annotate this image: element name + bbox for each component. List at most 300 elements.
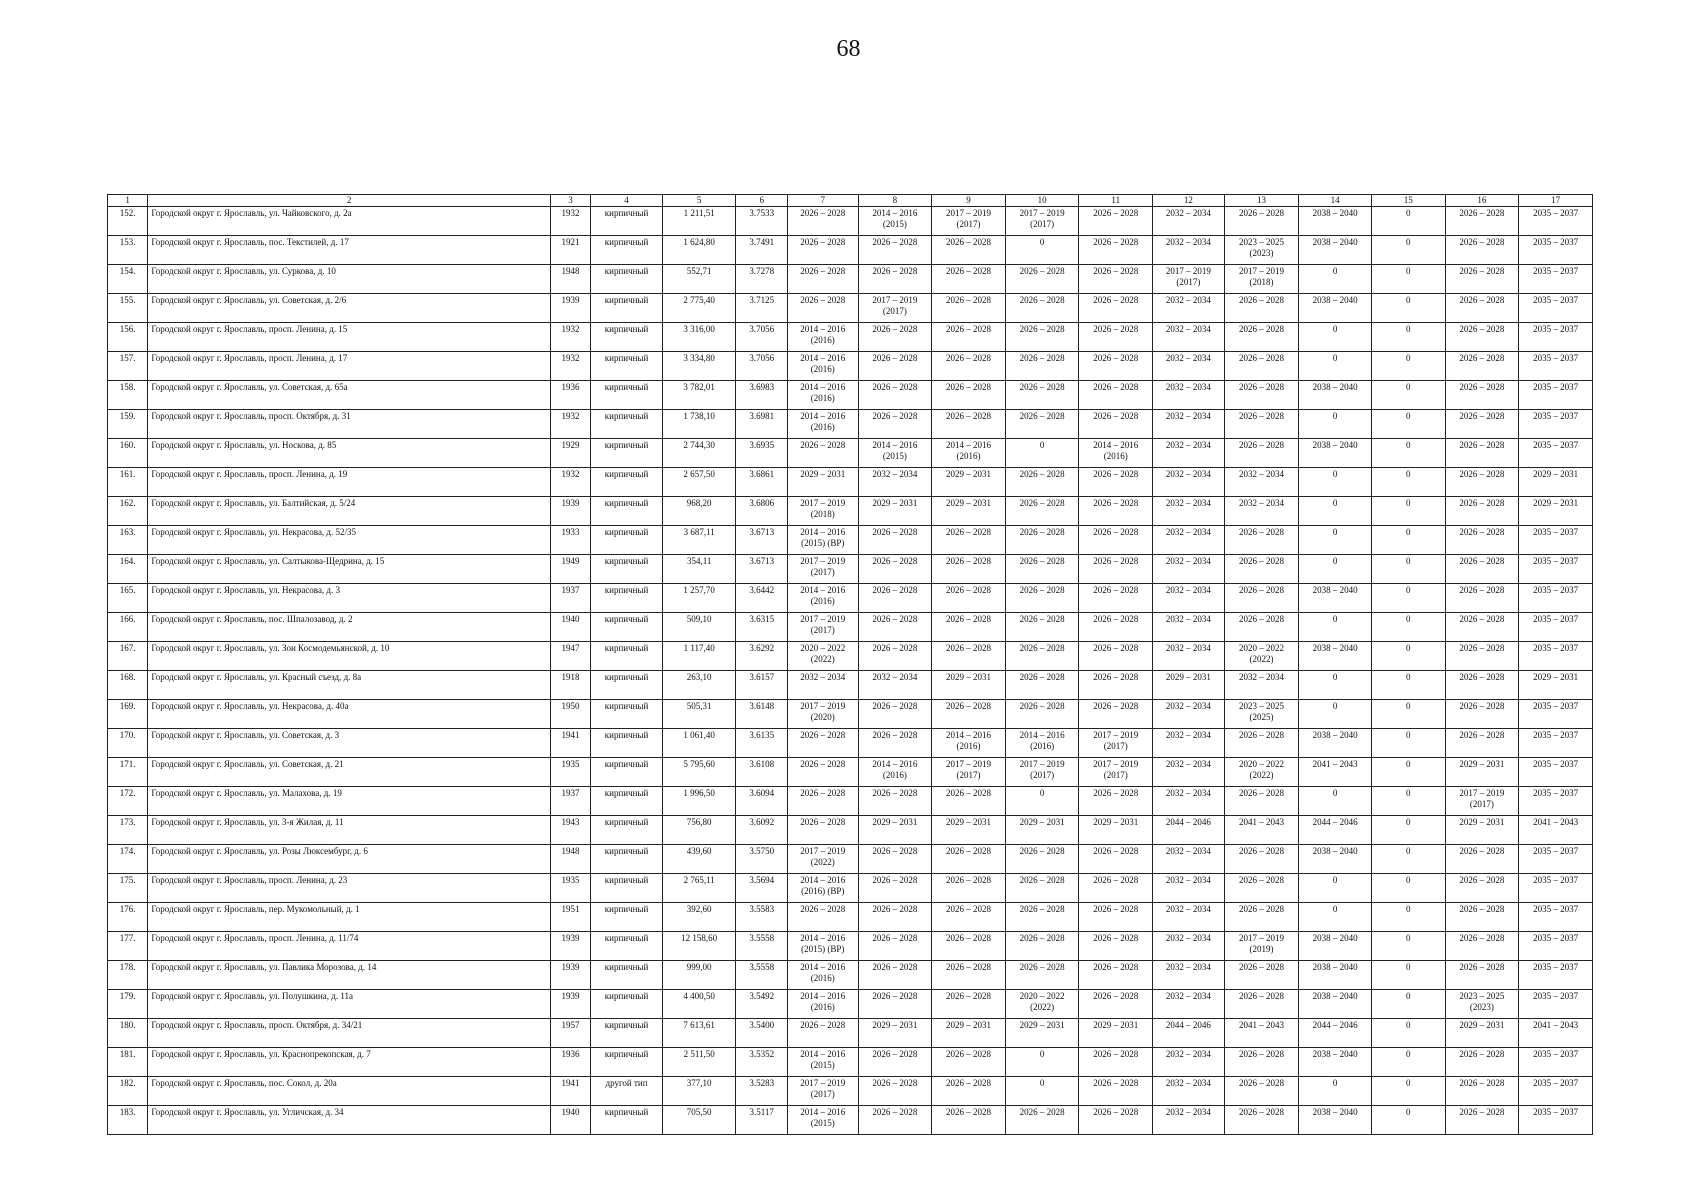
cell-text: 552,71 <box>686 266 712 276</box>
cell-text: 2026 – 2028 <box>800 730 846 740</box>
table-cell <box>1371 729 1445 758</box>
cell-text: кирпичный <box>604 266 649 276</box>
table-cell <box>858 961 932 990</box>
table-cell <box>736 1106 787 1135</box>
address-cell <box>148 497 551 526</box>
cell-text: 1 061,40 <box>683 730 715 740</box>
table-cell <box>1299 207 1372 236</box>
cell-text: 0 <box>1406 933 1411 943</box>
cell-text: 2035 – 2037 <box>1533 295 1579 305</box>
cell-text: Городской округ г. Ярославль, ул. Советская, д. 65а <box>151 382 348 392</box>
table-cell <box>1005 555 1079 584</box>
table-cell <box>662 700 736 729</box>
cell-text: 3.7056 <box>749 324 775 334</box>
table-cell <box>1005 1077 1079 1106</box>
cell-text: 2017 – 2019 <box>945 208 991 218</box>
table-cell <box>1519 1048 1593 1077</box>
cell-text: 1 257,70 <box>683 585 715 595</box>
cell-text: Городской округ г. Ярославль, просп. Октября, д. 31 <box>151 411 351 421</box>
cell-text: 1929 <box>561 440 580 450</box>
row-number-cell <box>108 1106 148 1135</box>
table-cell <box>1445 439 1519 468</box>
cell-text: 3.7278 <box>749 266 775 276</box>
table-cell <box>1519 1019 1593 1048</box>
cell-text: 2032 – 2034 <box>1165 527 1211 537</box>
table-cell <box>1519 584 1593 613</box>
cell-text: 2026 – 2028 <box>872 991 918 1001</box>
cell-text: 2026 – 2028 <box>872 266 918 276</box>
cell-text: кирпичный <box>604 1049 649 1059</box>
cell-text: 2026 – 2028 <box>1239 382 1285 392</box>
table-cell <box>1005 207 1079 236</box>
table-cell <box>1299 816 1372 845</box>
cell-text: 2026 – 2028 <box>1019 469 1065 479</box>
table-cell <box>787 613 858 642</box>
address-cell <box>148 845 551 874</box>
cell-text: Городской округ г. Ярославль, пос. Сокол, д. 20а <box>151 1078 337 1088</box>
cell-text: 2026 – 2028 <box>1093 1078 1139 1088</box>
cell-text: 2026 – 2028 <box>872 556 918 566</box>
table-cell <box>550 1048 590 1077</box>
table-cell <box>736 555 787 584</box>
row-number-cell <box>108 526 148 555</box>
cell-text: 1939 <box>561 498 580 508</box>
cell-text: кирпичный <box>604 440 649 450</box>
cell-text: 0 <box>1406 237 1411 247</box>
table-cell <box>1299 584 1372 613</box>
table-row <box>108 903 1593 932</box>
table-cell <box>787 932 858 961</box>
cell-text: 2029 – 2031 <box>872 1020 918 1030</box>
cell-text: 164. <box>119 556 136 566</box>
cell-text: 2026 – 2028 <box>1019 672 1065 682</box>
column-header-4: 4 <box>591 195 663 207</box>
table-row <box>108 294 1593 323</box>
cell-text: 3.5400 <box>749 1020 775 1030</box>
table-cell <box>1371 1106 1445 1135</box>
row-number-cell <box>108 352 148 381</box>
table-cell <box>932 1106 1006 1135</box>
cell-text: 3.5558 <box>749 962 775 972</box>
table-row <box>108 352 1593 381</box>
cell-text: 2014 – 2016 <box>872 208 918 218</box>
table-row <box>108 410 1593 439</box>
cell-text: 1936 <box>561 1049 580 1059</box>
cell-text: 0 <box>1406 585 1411 595</box>
cell-text: 2038 – 2040 <box>1312 962 1358 972</box>
row-number-cell <box>108 468 148 497</box>
table-row <box>108 468 1593 497</box>
cell-text: 3.6861 <box>749 469 775 479</box>
table-cell <box>736 294 787 323</box>
row-number-cell <box>108 439 148 468</box>
cell-text: 2026 – 2028 <box>1459 904 1505 914</box>
cell-text: 2032 – 2034 <box>1165 1107 1211 1117</box>
table-cell <box>1299 381 1372 410</box>
table-cell <box>736 613 787 642</box>
table-cell <box>1224 1077 1299 1106</box>
table-cell <box>550 468 590 497</box>
cell-text: 1 996,50 <box>683 788 715 798</box>
cell-text: 2017 – 2019 <box>1165 266 1211 276</box>
cell-text: 1 211,51 <box>683 208 715 218</box>
address-cell <box>148 526 551 555</box>
cell-text: (2018) <box>1249 277 1274 287</box>
cell-text: 2035 – 2037 <box>1533 875 1579 885</box>
cell-text: 505,31 <box>686 701 712 711</box>
table-cell <box>1005 874 1079 903</box>
cell-text: 1932 <box>561 411 580 421</box>
cell-text: 0 <box>1332 788 1338 798</box>
cell-text: 0 <box>1039 1049 1045 1059</box>
column-header-17: 17 <box>1519 195 1593 207</box>
row-number-cell <box>108 381 148 410</box>
table-cell <box>1519 787 1593 816</box>
table-cell <box>932 468 1006 497</box>
table-cell <box>932 352 1006 381</box>
cell-text: 0 <box>1406 556 1411 566</box>
table-cell <box>1445 903 1519 932</box>
table-cell <box>858 468 932 497</box>
address-cell <box>148 874 551 903</box>
cell-text: 2026 – 2028 <box>1239 788 1285 798</box>
table-cell <box>787 381 858 410</box>
table-cell <box>1299 903 1372 932</box>
cell-text: 2026 – 2028 <box>1093 643 1139 653</box>
table-cell <box>736 381 787 410</box>
cell-text: 2035 – 2037 <box>1533 643 1579 653</box>
table-cell <box>1371 555 1445 584</box>
cell-text: 3.5117 <box>749 1107 774 1117</box>
cell-text: Городской округ г. Ярославль, ул. Салтыкова-Щедрина, д. 15 <box>151 556 385 566</box>
cell-text: 2023 – 2025 <box>1239 701 1285 711</box>
address-cell <box>148 787 551 816</box>
table-cell <box>662 874 736 903</box>
cell-text: 2017 – 2019 <box>945 759 991 769</box>
table-cell <box>932 207 1006 236</box>
cell-text: 0 <box>1332 353 1338 363</box>
cell-text: 2026 – 2028 <box>945 614 991 624</box>
table-row <box>108 816 1593 845</box>
table-cell <box>662 265 736 294</box>
table-cell <box>736 497 787 526</box>
table-cell <box>1153 642 1225 671</box>
cell-text: 2026 – 2028 <box>1239 875 1285 885</box>
cell-text: 2035 – 2037 <box>1533 353 1579 363</box>
cell-text: Городской округ г. Ярославль, ул. Некрасова, д. 3 <box>151 585 341 595</box>
cell-text: 2014 – 2016 <box>800 527 846 537</box>
cell-text: Городской округ г. Ярославль, пос. Шпалозавод, д. 2 <box>151 614 353 624</box>
cell-text: 165. <box>119 585 136 595</box>
table-cell <box>1371 207 1445 236</box>
cell-text: 2038 – 2040 <box>1312 1049 1358 1059</box>
table-cell <box>1371 903 1445 932</box>
cell-text: 2026 – 2028 <box>945 353 991 363</box>
table-cell <box>1224 903 1299 932</box>
table-cell <box>1005 410 1079 439</box>
table-cell <box>662 758 736 787</box>
table-cell <box>1153 497 1225 526</box>
cell-text: (2017) <box>1103 741 1128 751</box>
cell-text: 2017 – 2019 <box>800 614 846 624</box>
table-cell <box>1153 526 1225 555</box>
table-cell <box>858 1048 932 1077</box>
cell-text: 1951 <box>561 904 580 914</box>
cell-text: 2029 – 2031 <box>800 469 846 479</box>
table-cell <box>591 990 663 1019</box>
table-cell <box>858 903 932 932</box>
table-cell <box>1079 961 1153 990</box>
table-cell <box>1445 207 1519 236</box>
table-cell <box>787 265 858 294</box>
table-cell <box>858 381 932 410</box>
cell-text: (2015) (ВР) <box>801 538 845 548</box>
table-cell <box>1005 497 1079 526</box>
table-cell <box>1079 1077 1153 1106</box>
cell-text: 2032 – 2034 <box>1165 846 1211 856</box>
table-cell <box>1079 584 1153 613</box>
table-cell <box>1519 642 1593 671</box>
cell-text: 2026 – 2028 <box>1239 1049 1285 1059</box>
column-header-9: 9 <box>932 195 1006 207</box>
table-cell <box>662 932 736 961</box>
table-cell <box>550 381 590 410</box>
table-cell <box>736 990 787 1019</box>
table-cell <box>932 787 1006 816</box>
table-cell <box>662 236 736 265</box>
cell-text: (2016) <box>956 741 981 751</box>
cell-text: 2026 – 2028 <box>1019 904 1065 914</box>
table-cell <box>787 294 858 323</box>
cell-text: 2035 – 2037 <box>1533 904 1579 914</box>
cell-text: кирпичный <box>604 962 649 972</box>
row-number-cell <box>108 555 148 584</box>
cell-text: 2035 – 2037 <box>1533 382 1579 392</box>
table-cell <box>1519 207 1593 236</box>
cell-text: 176. <box>119 904 136 914</box>
cell-text: Городской округ г. Ярославль, ул. Красный съезд, д. 8а <box>151 672 362 682</box>
table-cell <box>1445 729 1519 758</box>
table-cell <box>1005 1106 1079 1135</box>
cell-text: 2029 – 2031 <box>1459 817 1505 827</box>
address-cell <box>148 584 551 613</box>
table-cell <box>787 1048 858 1077</box>
table-cell <box>736 1048 787 1077</box>
table-cell <box>1005 323 1079 352</box>
table-cell <box>1224 1048 1299 1077</box>
cell-text: 2017 – 2019 <box>800 846 846 856</box>
table-cell <box>1079 787 1153 816</box>
cell-text: 1937 <box>561 585 580 595</box>
cell-text: 2020 – 2022 <box>1019 991 1065 1001</box>
address-cell <box>148 1019 551 1048</box>
table-cell <box>1299 932 1372 961</box>
table-cell <box>1153 381 1225 410</box>
cell-text: 2026 – 2028 <box>1093 672 1139 682</box>
table-cell <box>1153 1019 1225 1048</box>
cell-text: 0 <box>1332 701 1338 711</box>
cell-text: 2035 – 2037 <box>1533 585 1579 595</box>
schedule-table <box>107 194 1593 1135</box>
cell-text: 2026 – 2028 <box>945 527 991 537</box>
cell-text: 0 <box>1039 237 1045 247</box>
cell-text: 0 <box>1406 1078 1411 1088</box>
cell-text: 2035 – 2037 <box>1533 701 1579 711</box>
cell-text: 1937 <box>561 788 580 798</box>
address-cell <box>148 352 551 381</box>
cell-text: 1940 <box>561 1107 580 1117</box>
table-cell <box>1224 874 1299 903</box>
table-cell <box>662 439 736 468</box>
address-cell <box>148 903 551 932</box>
table-cell <box>550 526 590 555</box>
cell-text: 2026 – 2028 <box>872 353 918 363</box>
cell-text: 3.7533 <box>749 208 775 218</box>
cell-text: 3.6442 <box>749 585 775 595</box>
cell-text: 0 <box>1332 672 1338 682</box>
cell-text: 2041 – 2043 <box>1533 817 1579 827</box>
cell-text: 2020 – 2022 <box>800 643 846 653</box>
cell-text: 999,00 <box>686 962 712 972</box>
table-cell <box>662 468 736 497</box>
cell-text: 2017 – 2019 <box>1459 788 1505 798</box>
table-row <box>108 1106 1593 1135</box>
table-cell <box>1079 236 1153 265</box>
table-cell <box>1079 1019 1153 1048</box>
cell-text: 2032 – 2034 <box>1165 875 1211 885</box>
cell-text: 2026 – 2028 <box>1239 295 1285 305</box>
cell-text: 3.5583 <box>749 904 775 914</box>
table-cell <box>1445 323 1519 352</box>
cell-text: Городской округ г. Ярославль, просп. Ленина, д. 23 <box>151 875 348 885</box>
cell-text: 0 <box>1406 904 1411 914</box>
table-cell <box>1079 903 1153 932</box>
row-number-cell <box>108 1048 148 1077</box>
cell-text: 2026 – 2028 <box>872 237 918 247</box>
table-cell <box>932 381 1006 410</box>
table-cell <box>550 294 590 323</box>
table-cell <box>1153 410 1225 439</box>
cell-text: 2044 – 2046 <box>1165 817 1211 827</box>
table-cell <box>1005 584 1079 613</box>
table-cell <box>1445 932 1519 961</box>
row-number-cell <box>108 410 148 439</box>
table-cell <box>1153 990 1225 1019</box>
table-cell <box>1224 932 1299 961</box>
cell-text: 2026 – 2028 <box>872 933 918 943</box>
table-cell <box>662 584 736 613</box>
cell-text: 2026 – 2028 <box>1093 324 1139 334</box>
cell-text: 2026 – 2028 <box>1093 701 1139 711</box>
table-cell <box>1371 468 1445 497</box>
table-cell <box>591 903 663 932</box>
table-cell <box>932 845 1006 874</box>
table-cell <box>1005 729 1079 758</box>
address-cell <box>148 961 551 990</box>
cell-text: 1957 <box>561 1020 580 1030</box>
cell-text: 153. <box>119 237 136 247</box>
table-cell <box>1299 497 1372 526</box>
cell-text: 2029 – 2031 <box>1165 672 1211 682</box>
cell-text: 2029 – 2031 <box>872 498 918 508</box>
cell-text: (2016) <box>810 973 835 983</box>
table-cell <box>1299 990 1372 1019</box>
table-cell <box>1299 236 1372 265</box>
cell-text: 3.6315 <box>749 614 775 624</box>
table-cell <box>591 410 663 439</box>
table-cell <box>736 526 787 555</box>
table-cell <box>736 961 787 990</box>
cell-text: Городской округ г. Ярославль, пос. Текстилей, д. 17 <box>151 237 349 247</box>
cell-text: Городской округ г. Ярославль, ул. Балтийская, д. 5/24 <box>151 498 356 508</box>
table-cell <box>1153 903 1225 932</box>
cell-text: кирпичный <box>604 933 649 943</box>
cell-text: кирпичный <box>604 846 649 856</box>
table-cell <box>932 903 1006 932</box>
table-cell <box>858 787 932 816</box>
cell-text: 1932 <box>561 324 580 334</box>
cell-text: 2017 – 2019 <box>1019 208 1065 218</box>
table-cell <box>932 1019 1006 1048</box>
cell-text: 167. <box>119 643 136 653</box>
table-cell <box>1079 439 1153 468</box>
cell-text: 2026 – 2028 <box>1093 527 1139 537</box>
cell-text: 2032 – 2034 <box>1165 237 1211 247</box>
table-cell <box>1224 265 1299 294</box>
cell-text: кирпичный <box>604 1020 649 1030</box>
cell-text: Городской округ г. Ярославль, ул. Советская, д. 21 <box>151 759 344 769</box>
cell-text: 2026 – 2028 <box>945 382 991 392</box>
cell-text: 3.6935 <box>749 440 775 450</box>
cell-text: 174. <box>119 846 136 856</box>
cell-text: 1918 <box>561 672 580 682</box>
address-cell <box>148 1106 551 1135</box>
table-row <box>108 439 1593 468</box>
cell-text: 1939 <box>561 933 580 943</box>
table-cell <box>662 961 736 990</box>
cell-text: 2026 – 2028 <box>1459 1078 1505 1088</box>
cell-text: 1941 <box>561 730 580 740</box>
cell-text: 392,60 <box>686 904 712 914</box>
table-cell <box>1079 700 1153 729</box>
cell-text: 2044 – 2046 <box>1165 1020 1211 1030</box>
table-cell <box>662 671 736 700</box>
cell-text: 3 782,01 <box>683 382 715 392</box>
table-cell <box>932 642 1006 671</box>
cell-text: 175. <box>119 875 136 885</box>
table-cell <box>550 642 590 671</box>
table-cell <box>1519 613 1593 642</box>
table-cell <box>1153 700 1225 729</box>
table-cell <box>1371 1077 1445 1106</box>
table-cell <box>550 758 590 787</box>
table-cell <box>1299 439 1372 468</box>
cell-text: 2029 – 2031 <box>945 498 991 508</box>
address-cell <box>148 410 551 439</box>
table-cell <box>787 903 858 932</box>
cell-text: 1 624,80 <box>683 237 715 247</box>
cell-text: (2016) <box>810 364 835 374</box>
table-row <box>108 700 1593 729</box>
table-cell <box>550 613 590 642</box>
cell-text: 1 117,40 <box>683 643 715 653</box>
table-cell <box>1519 758 1593 787</box>
table-cell <box>591 468 663 497</box>
cell-text: 2032 – 2034 <box>1165 643 1211 653</box>
cell-text: 161. <box>119 469 136 479</box>
cell-text: 2026 – 2028 <box>872 904 918 914</box>
cell-text: кирпичный <box>604 817 649 827</box>
